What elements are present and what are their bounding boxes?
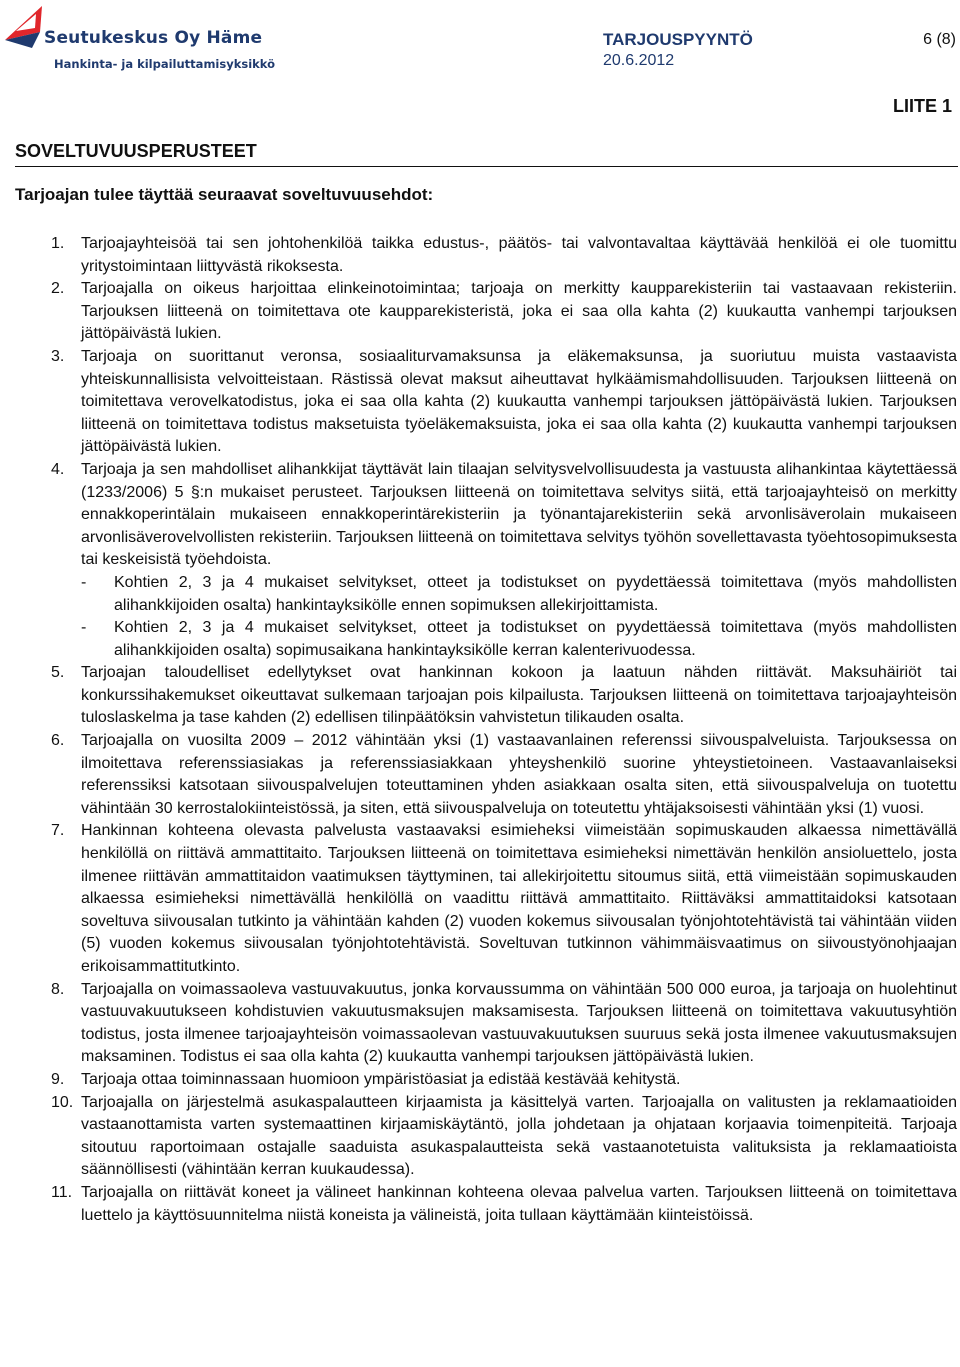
item-text: Tarjoaja ja sen mahdolliset alihankkijat täyttävät lain tilaajan selvitysvelvollisuudesta ja vastuusta alihankintaa käytettäessä (1233/2006) 5 §:n mukaiset perusteet. Tarjouksen liitteenä on toimitettava selvitys siitä, että tarjoajayhteisö on merkitty ennakkoperintälain mukaiseen ennakkoperintärekisteriin ja työnantajarekisteriin sekä arvonlisäverolain mukaiseen arvonlisäverovelvollisten rekisteriin. Tarjouksen liitteenä on toimitettava selvitys työhön sovellettavasta työehtosopimuksesta tai keskeisistä työehdoista. xyxy=(81,460,957,569)
item-text: Tarjoajan taloudelliset edellytykset ovat hankinnan kokoon ja laatuun nähden riittävät. Maksuhäiriöt tai konkurssihakemukset oikeuttavat sulkemaan tarjoajan pois kilpailusta. Tarjouksen liitteenä on toimitettava tarjoajayhteisön tuloslaskelma ja tase kahden (2) edellisen tilinpäätöksin vahvistetun tilikauden osalta. xyxy=(81,664,957,727)
document-type: TARJOUSPYYNTÖ xyxy=(603,30,753,49)
criteria-item-9 xyxy=(0,1069,960,1092)
section-divider xyxy=(15,166,958,167)
item-text: Tarjoajayhteisöä tai sen johtohenkilöä taikka edustus-, päätös- tai valvontavaltaa käyttävää henkilöä ei ole tuomittu yritystoimintaan liittyvästä rikoksesta. xyxy=(81,235,957,275)
item-number: 10. xyxy=(51,1093,74,1111)
item-number: 3. xyxy=(51,347,65,365)
dash-bullet: - xyxy=(81,619,87,637)
criteria-item-3 xyxy=(0,346,960,459)
item-number: 9. xyxy=(51,1070,65,1088)
sub-item-text: Kohtien 2, 3 ja 4 mukaiset selvitykset, otteet ja todistukset on pyydettäessä toimitettava (myös mahdollisten alihankkijoiden osalta) sopimusaikana hankintayksikölle kerran kalenterivuodessa. xyxy=(114,619,957,659)
criteria-item-5 xyxy=(0,662,960,730)
item-number: 2. xyxy=(51,280,65,298)
item-text: Tarjoajalla on riittävät koneet ja välineet hankinnan kohteena olevaa palvelua varten. Tarjouksen liitteenä on toimitettava luettelo ja käyttösuunnitelma niistä koneista ja välineistä, joita tullaan käyttämään kiinteistöissä. xyxy=(81,1183,957,1224)
sub-list xyxy=(81,572,957,662)
page-header xyxy=(0,0,960,80)
sub-item xyxy=(81,617,957,662)
criteria-item-10 xyxy=(0,1092,960,1182)
criteria-item-11 xyxy=(0,1182,960,1227)
item-number: 8. xyxy=(51,980,65,998)
criteria-list xyxy=(0,233,960,1227)
organization-name: Seutukeskus Oy Häme xyxy=(44,28,263,48)
sub-item-text: Kohtien 2, 3 ja 4 mukaiset selvitykset, otteet ja todistukset on pyydettäessä toimitettava (myös mahdollisten alihankkijoiden osalta) hankintayksikölle ennen sopimuksen allekirjoittamista. xyxy=(114,573,957,614)
item-number: 7. xyxy=(51,822,65,840)
sub-item xyxy=(81,572,957,617)
document-date: 20.6.2012 xyxy=(603,52,675,69)
organization-logo-icon xyxy=(2,2,50,50)
criteria-item-7 xyxy=(0,820,960,978)
item-text: Tarjoajalla on järjestelmä asukaspalautteen kirjaamista ja käsittelyä varten. Tarjoajalla on valitusten ja reklamaatioiden vastaanottamista varten systemaattinen kirjaamiskäytäntö, jolla johdetaan ja ohjataan korjaavia toimenpiteitä. Tarjoaja sitoutuu raportoimaan ostajalle saaduista asukaspalautteista sekä vastaanotetuista valituksista ja reklamaatioista säännöllisesti (vähintään kerran kuukaudessa). xyxy=(81,1093,957,1179)
dash-bullet: - xyxy=(81,573,87,591)
item-text: Tarjoajalla on oikeus harjoittaa elinkeinotoimintaa; tarjoaja on merkitty kaupparekisteriin tai vastaavaan rekisteriin. Tarjouksen liitteenä on toimitettava ote kaupparekisteristä, joka ei saa olla kahta (2) kuukautta vanhempi tarjouksen jättöpäivästä lukien. xyxy=(81,280,957,343)
item-number: 11. xyxy=(51,1183,73,1201)
page-number: 6 (8) xyxy=(923,31,956,48)
criteria-item-2 xyxy=(0,278,960,346)
item-number: 6. xyxy=(51,732,65,750)
item-number: 4. xyxy=(51,460,65,478)
item-number: 1. xyxy=(51,235,65,252)
item-text: Tarjoajalla on voimassaoleva vastuuvakuutus, jonka korvaussumma on vähintään 500 000 euroa, ja tarjoaja on huolehtinut vastuuvakuutukseen kohdistuvien vakuutusmaksujen maksamisesta. Tarjouksen liitteenä on toimitettava vakuutusyhtiön todistus, josta ilmenee tarjoajayhteisön voimassaolevan vastuuvakuutuksen suuruus sekä josta ilmenee vakuutusmaksujen maksaminen. Todistus ei saa olla kahta (2) kuukautta vanhempi tarjouksen jättöpäivästä lukien. xyxy=(81,980,957,1066)
criteria-item-1 xyxy=(0,233,960,278)
item-text: Tarjoaja on suorittanut veronsa, sosiaaliturvamaksunsa ja eläkemaksunsa, ja suoriutuu muista vastaavista yhteiskunnallisista velvoitteistaan. Rästissä olevat maksut aiheuttavat hylkäämismahdollisuuden. Tarjouksen liitteenä on toimitettava verovelkatodistus, joka ei saa olla kahta (2) kuukautta vanhempi tarjouksen jättöpäivästä lukien. Tarjouksen liitteenä on toimitettava todistus maksetuista työeläkemaksuista, joka ei saa olla kahta (2) kuukautta vanhempi tarjouksen jättöpäivästä lukien. xyxy=(81,347,957,456)
item-text: Tarjoajalla on vuosilta 2009 – 2012 vähintään yksi (1) vastaavanlainen referenssi siivouspalveluista. Tarjouksessa on ilmoitettava referenssiasiakas ja referenssiasiakkaan yhteyshenkilö suorine yhteystietoineen. Vastaavanlaiseksi referenssiksi katsotaan siivouspalvelujen toteuttaminen yhden asiakkaan osalta siten, että siivouspalveluja on tuotettu vähintään 30 kerrostalokiinteistössä, ja siten, että siivouspalveluja on toteutettu yhtäjaksoisesti vähintään yksi (1) vuosi. xyxy=(81,732,957,817)
attachment-label: LIITE 1 xyxy=(892,96,952,116)
item-number: 5. xyxy=(51,664,65,682)
intro-text: Tarjoajan tulee täyttää seuraavat soveltuvuusehdot: xyxy=(15,185,434,204)
criteria-item-6 xyxy=(0,730,960,820)
item-text: Tarjoaja ottaa toiminnassaan huomioon ympäristöasiat ja edistää kestävää kehitystä. xyxy=(81,1070,681,1088)
organization-unit: Hankinta- ja kilpailuttamisyksikkö xyxy=(54,57,276,71)
criteria-item-8 xyxy=(0,979,960,1069)
section-title: SOVELTUVUUSPERUSTEET xyxy=(15,141,257,161)
criteria-item-4 xyxy=(0,459,960,662)
item-text: Hankinnan kohteena olevasta palvelusta vastaavaksi esimieheksi viimeistään sopimuskauden alkaessa nimettävällä henkilöllä on riittävä ammattitaito. Tarjouksen liitteenä on toimitettava esimieheksi nimettävän henkilön ansioluettelo, josta ilmenee riittävän ammattitaidon vaatimuksen täyttyminen, tai allekirjoitettu sitoumus siitä, että viimeistään sopimuskauden alkaessa esimieheksi nimettävällä henkilöllä on vaadittu riittävä ammattitaito. Riittäväksi ammattitaidoksi katsotaan soveltuva siivousalan tutkinto ja vähintään kahden (2) vuoden kokemus siivousalan työnjohtotehtävistä tai vähintään viiden (5) vuoden kokemus siivousalan työnjohtotehtävistä. Soveltuvan tutkinnon vähimmäisvaatimus on siivoustyönohjaajan erikoisammattitutkinto. xyxy=(81,822,957,975)
